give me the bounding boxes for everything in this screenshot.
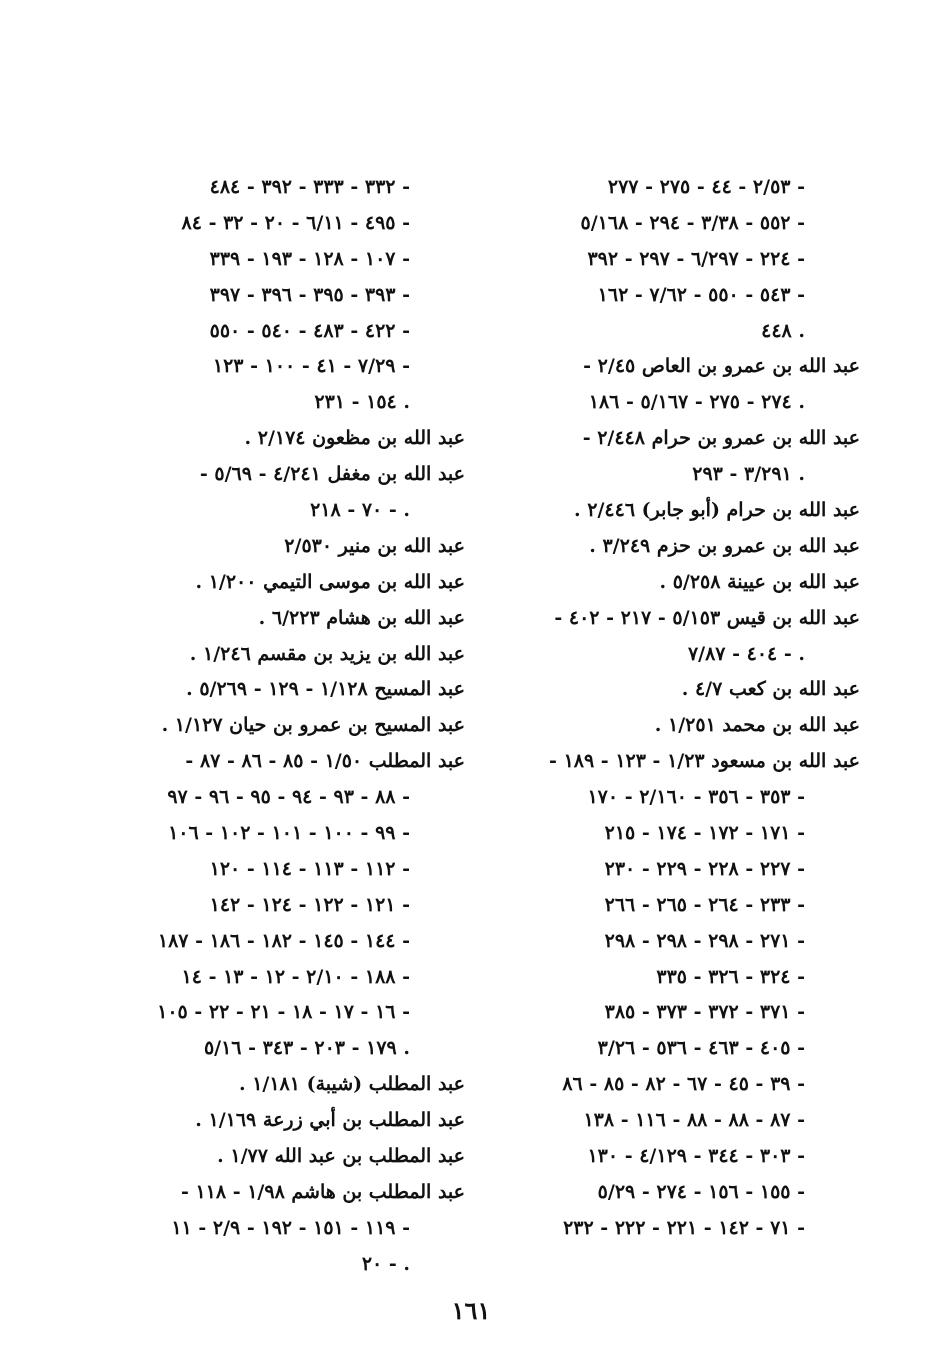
index-continuation-line: ١٦ - ١٧ - ١٨ - ٢١ - ٢٢ - ١٠٥ - (157, 1001, 410, 1024)
index-continuation-line: ٢/٥٣ - ٤٤ - ٢٧٥ - ٢٧٧ - (607, 176, 805, 198)
page-number: ١٦١ (451, 1296, 491, 1325)
index-continuation-line: ١١٢ - ١١٣ - ١١٤ - ١٢٠ - (209, 857, 410, 880)
index-entry-line: عبد الله بن عمرو بن العاص ٢/٤٥ - (583, 355, 860, 378)
index-continuation-line: ٤٠٤ - ٧/٨٧ - . (687, 642, 805, 665)
index-continuation-line: ١٧٩ - ٢٠٣ - ٣٤٣ - ٥/١٦ . (203, 1037, 410, 1060)
index-continuation-line: ٢٧١ - ٢٩٨ - ٢٩٨ - ٢٩٨ - (604, 929, 805, 952)
index-entry-line: عبد الله بن محمد ١/٢٥١ . (654, 714, 860, 737)
right-index-column (505, 170, 860, 1247)
index-continuation-line: ٧/٢٩ - ٤١ - ١٠٠ - ١٢٣ - (212, 355, 410, 378)
index-entry-line: عبد الله بن عمرو بن حرام ٢/٤٤٨ - (582, 427, 860, 450)
index-entry-line: عبد المسيح بن عمرو بن حيان ١/١٢٧ . (161, 714, 465, 737)
index-continuation-line: ٢٧٤ - ٢٧٥ - ٥/١٦٧ - ١٨٦ . (588, 391, 805, 414)
index-entry-line: عبد الله بن حرام (أبو جابر) ٢/٤٤٦ . (574, 499, 860, 522)
index-entry-line: عبد المطلب بن عبد الله ١/٧٧ . (217, 1145, 465, 1168)
index-continuation-line: ١٨٨ - ٢/١٠ - ١٢ - ١٣ - ١٤ - (181, 965, 410, 988)
index-continuation-line: ١٥٤ - ٢٣١ . (314, 391, 410, 414)
index-continuation-line: ٥٤٣ - ٥٥٠ - ٧/٦٢ - ١٦٢ - (597, 283, 805, 306)
index-continuation-line: ١١٩ - ١٥١ - ١٩٢ - ٢/٩ - ١١ - (171, 1216, 410, 1239)
index-continuation-line: ١٤٤ - ١٤٥ - ١٨٢ - ١٨٦ - ١٨٧ - (157, 929, 410, 952)
index-continuation-line: ٥٥٢ - ٣/٣٨ - ٢٩٤ - ٥/١٦٨ - (580, 211, 805, 234)
index-continuation-line: ٣٣٢ - ٣٣٣ - ٣٩٢ - ٤٨٤ - (209, 176, 410, 198)
index-continuation-line: ٣٧١ - ٣٧٢ - ٣٧٣ - ٣٨٥ - (604, 1001, 805, 1024)
index-continuation-line: ١٥٥ - ١٥٦ - ٢٧٤ - ٥/٢٩ - (597, 1180, 805, 1203)
index-continuation-line: ٧١ - ١٤٢ - ٢٢١ - ٢٢٢ - ٢٣٢ - (563, 1216, 805, 1239)
index-entry-line: عبد المطلب (شيبة) ١/١٨١ . (238, 1073, 465, 1096)
index-continuation-line: ٢٢٤ - ٦/٢٩٧ - ٢٩٧ - ٣٩٢ - (587, 247, 805, 270)
index-continuation-line: ٨٨ - ٩٣ - ٩٤ - ٩٥ - ٩٦ - ٩٧ - (167, 786, 410, 809)
index-entry-line: عبد الله بن عيينة ٥/٢٥٨ . (659, 570, 860, 593)
index-continuation-line: ١٠٧ - ١٢٨ - ١٩٣ - ٣٣٩ - (209, 247, 410, 270)
index-continuation-line: ٣٠٣ - ٣٤٤ - ٤/١٢٩ - ١٣٠ - (587, 1145, 805, 1168)
index-entry-line: عبد الله بن كعب ٤/٧ . (681, 678, 860, 701)
index-continuation-line: ٢٠ - . (361, 1252, 410, 1275)
index-continuation-line: ٤٠٥ - ٤٦٣ - ٥٣٦ - ٣/٢٦ - (597, 1037, 805, 1060)
index-continuation-line: ٢٣٣ - ٢٦٤ - ٢٦٥ - ٢٦٦ - (604, 893, 805, 916)
index-entry-line: عبد الله بن مغفل ٤/٢٤١ - ٥/٦٩ - (199, 463, 465, 486)
index-entry-line: عبد المسيح ١/١٢٨ - ١٢٩ - ٥/٢٦٩ . (186, 678, 465, 701)
index-entry-line: عبد المطلب ١/٥٠ - ٨٥ - ٨٦ - ٨٧ - (185, 750, 465, 773)
index-continuation-line: ٣/٢٩١ - ٢٩٣ . (692, 463, 805, 486)
index-entry-line: عبد الله بن مظعون ٢/١٧٤ . (244, 427, 465, 450)
index-continuation-line: ٣٩٣ - ٣٩٥ - ٣٩٦ - ٣٩٧ - (209, 283, 410, 306)
index-continuation-line: ٤٢٢ - ٤٨٣ - ٥٤٠ - ٥٥٠ - (209, 319, 410, 342)
index-entry-line: عبد الله بن موسى التيمي ١/٢٠٠ . (195, 570, 465, 593)
index-continuation-line: ٢٢٧ - ٢٢٨ - ٢٢٩ - ٢٣٠ - (604, 857, 805, 880)
index-continuation-line: ٩٩ - ١٠٠ - ١٠١ - ١٠٢ - ١٠٦ - (168, 822, 410, 845)
index-continuation-line: ١٧١ - ١٧٢ - ١٧٤ - ٢١٥ - (604, 822, 805, 845)
index-entry-line: عبد الله بن هشام ٦/٢٢٣ . (258, 606, 465, 629)
index-entry-line: عبد الله بن عمرو بن حزم ٣/٢٤٩ . (589, 534, 860, 557)
index-continuation-line: ٣٩ - ٤٥ - ٦٧ - ٨٢ - ٨٥ - ٨٦ - (562, 1073, 805, 1096)
index-entry-line: عبد الله بن قيس ٥/١٥٣ - ٢١٧ - ٤٠٢ - (554, 606, 860, 629)
index-continuation-line: ٣٥٣ - ٣٥٦ - ٢/١٦٠ - ١٧٠ - (587, 786, 805, 809)
index-continuation-line: ٤٩٥ - ٦/١١ - ٢٠ - ٣٢ - ٨٤ - (181, 211, 410, 234)
index-continuation-line: ٤٤٨ . (761, 319, 805, 342)
index-continuation-line: ١٢١ - ١٢٢ - ١٢٤ - ١٤٢ - (209, 893, 410, 916)
index-entry-line: عبد الله بن يزيد بن مقسم ١/٢٤٦ . (189, 642, 465, 665)
index-continuation-line: ٨٧ - ٨٨ - ٨٨ - ١١٦ - ١٣٨ - (583, 1109, 805, 1132)
index-continuation-line: ٧٠ - ٢١٨ - . (310, 499, 410, 522)
left-index-column (115, 170, 465, 1283)
index-entry-line: عبد المطلب بن أبي زرعة ١/١٦٩ . (195, 1109, 465, 1132)
index-entry-line: عبد الله بن منير ٢/٥٣٠ (284, 534, 465, 557)
index-continuation-line: ٣٢٤ - ٣٢٦ - ٣٣٥ - (656, 965, 805, 988)
index-entry-line: عبد الله بن مسعود ١/٢٣ - ١٢٣ - ١٨٩ - (549, 750, 860, 773)
index-entry-line: عبد المطلب بن هاشم ١/٩٨ - ١١٨ - (180, 1180, 465, 1203)
